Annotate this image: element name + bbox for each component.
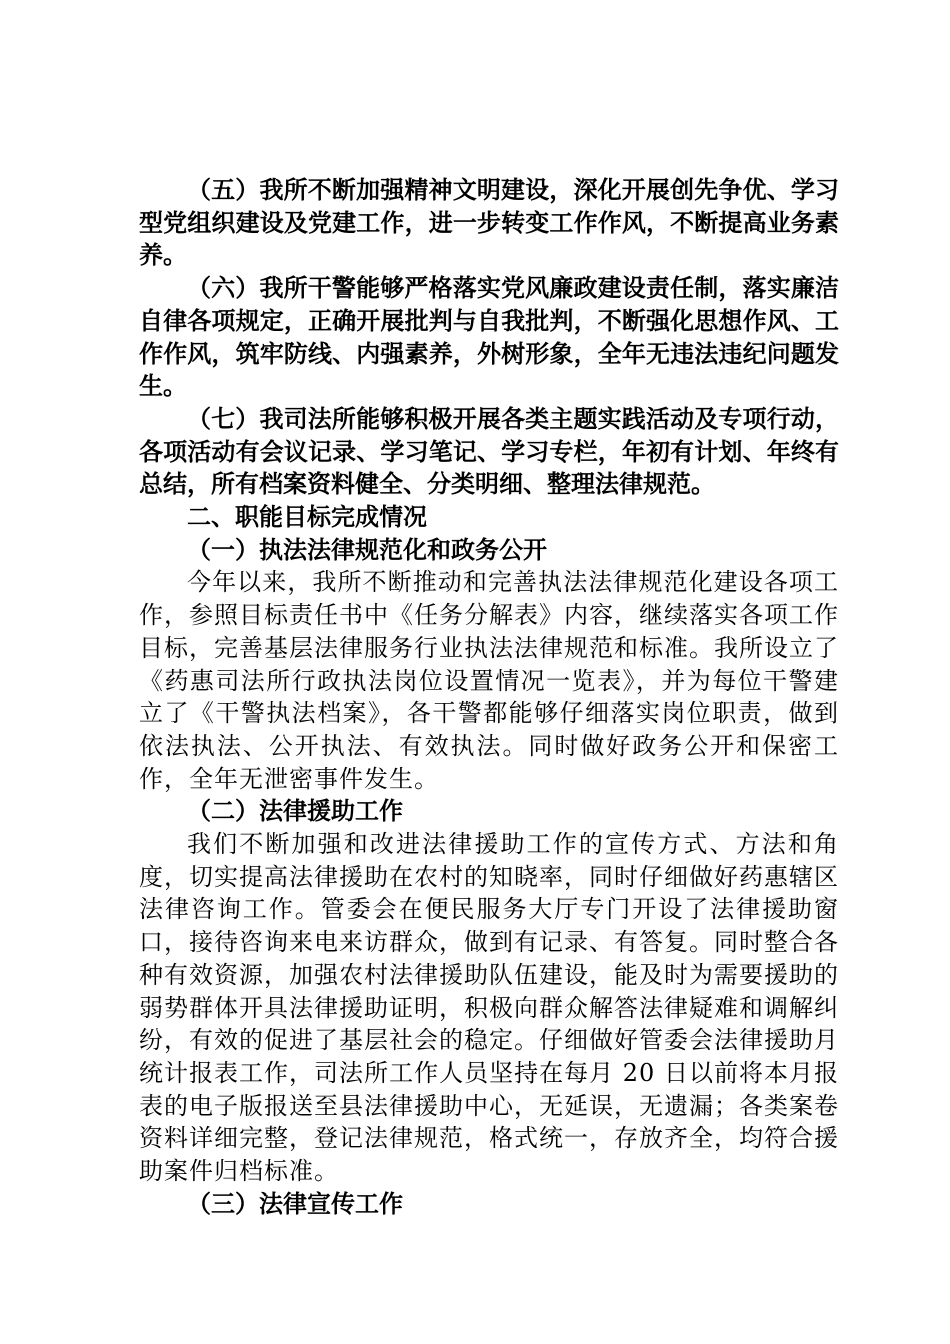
paragraph-item-7: （七）我司法所能够积极开展各类主题实践活动及专项行动，各项活动有会议记录、学习笔记、学习专栏，年初有计划、年终有总结，所有档案资料健全、分类明细、整理法律规范。 [139,404,839,499]
section-heading-2: 二、职能目标完成情况 [187,503,427,532]
paragraph-item-6: （六）我所干警能够严格落实党风廉政建设责任制，落实廉洁自律各项规定，正确开展批判与自我批判，不断强化思想作风、工作作风，筑牢防线、内强素养，外树形象，全年无违法违纪问题发生。 [139,274,839,401]
subsection-heading-1: （一）执法法律规范化和政务公开 [187,535,547,564]
subsection-heading-3: （三）法律宣传工作 [187,1189,403,1218]
paragraph-item-5: （五）我所不断加强精神文明建设，深化开展创先争优、学习型党组织建设及党建工作，进一步转变工作作风，不断提高业务素养。 [139,176,839,270]
document-body [139,174,839,1221]
paragraph-law-enforcement: 今年以来，我所不断推动和完善执法法律规范化建设各项工作，参照目标责任书中《任务分解表》内容，继续落实各项工作目标，完善基层法律服务行业执法法律规范和标准。我所设立了《药惠司法所行政执法岗位设置情况一览表》，并为每位干警建立了《干警执法档案》，各干警都能够仔细落实岗位职责，做到依法执法、公开执法、有效执法。同时做好政务公开和保密工作，全年无泄密事件发生。 [139,568,839,793]
paragraph-legal-aid: 我们不断加强和改进法律援助工作的宣传方式、方法和角度，切实提高法律援助在农村的知晓率，同时仔细做好药惠辖区法律咨询工作。管委会在便民服务大厅专门开设了法律援助窗口，接待咨询来电来访群众，做到有记录、有答复。同时整合各种有效资源，加强农村法律援助队伍建设，能及时为需要援助的弱势群体开具法律援助证明，积极向群众解答法律疑难和调解纠纷，有效的促进了基层社会的稳定。仔细做好管委会法律援助月统计报表工作，司法所工作人员坚持在每月 20 日以前将本月报表的电子版报送至县法律援助中心，无延误，无遗漏；各类案卷资料详细完整，登记法律规范，格式统一，存放齐全，均符合援助案件归档标准。 [139,830,839,1186]
subsection-heading-2: （二）法律援助工作 [187,797,403,826]
